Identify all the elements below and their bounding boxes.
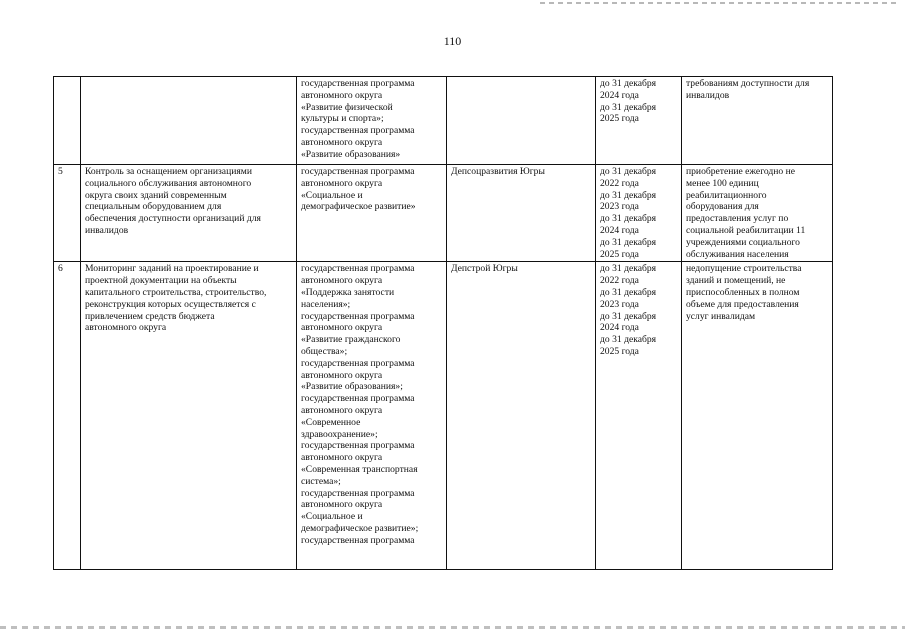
result-cell xyxy=(682,165,833,262)
text-line: реконструкция которых осуществляется с xyxy=(85,298,256,310)
text-line: автономного округа xyxy=(301,275,383,287)
text-line: инвалидов xyxy=(686,89,730,101)
text-line: населения»; xyxy=(301,298,351,310)
table-row xyxy=(54,262,833,570)
result-cell xyxy=(682,262,833,570)
text-line: 2023 года xyxy=(600,201,639,213)
executor-cell xyxy=(447,262,596,570)
cell-text: 6 xyxy=(58,263,63,275)
text-line: автономного округа xyxy=(301,499,383,511)
text-line: до 31 декабря xyxy=(600,101,657,113)
scan-artifact-top xyxy=(540,2,900,4)
text-line: автономного округа xyxy=(301,177,383,189)
text-line: зданий и помещений, не xyxy=(686,275,786,287)
text-line: предоставления услуг по xyxy=(686,213,789,225)
text-line: демографическое развитие»; xyxy=(301,522,419,534)
program-cell xyxy=(297,77,447,165)
row-number xyxy=(54,77,81,165)
text-line: автономного округа xyxy=(301,322,383,334)
text-line: до 31 декабря xyxy=(600,78,657,89)
cell-text: 5 xyxy=(58,166,63,177)
cell-text: Депсоцразвития Югры xyxy=(451,166,545,177)
text-line: государственная программа xyxy=(301,534,415,546)
text-line: до 31 декабря xyxy=(600,213,657,225)
text-line: государственная программа xyxy=(301,487,415,499)
text-line: менее 100 единиц xyxy=(686,177,759,189)
text-line: учреждениями социального xyxy=(686,236,800,248)
text-line: государственная программа xyxy=(301,310,415,322)
text-line: до 31 декабря xyxy=(600,166,657,177)
deadline-cell xyxy=(596,77,682,165)
row-number xyxy=(54,262,81,570)
text-line: 2022 года xyxy=(600,177,639,189)
text-line: автономного округа xyxy=(301,404,383,416)
text-line: 2024 года xyxy=(600,322,639,334)
measures-table xyxy=(53,76,833,570)
text-line: государственная программа xyxy=(301,440,415,452)
deadline-cell xyxy=(596,165,682,262)
text-line: инвалидов xyxy=(85,224,129,236)
text-line: «Развитие физической xyxy=(301,101,393,113)
text-line: автономного округа xyxy=(301,452,383,464)
text-line: государственная программа xyxy=(301,393,415,405)
text-line: до 31 декабря xyxy=(600,189,657,201)
text-line: до 31 декабря xyxy=(600,310,657,322)
text-line: до 31 декабря xyxy=(600,263,657,275)
text-line: приспособленных в полном xyxy=(686,286,800,298)
text-line: округа своих зданий современным xyxy=(85,189,227,201)
text-line: обеспечения доступности организаций для xyxy=(85,213,261,225)
text-line: демографическое развитие» xyxy=(301,201,416,213)
text-line: капитального строительства, строительство, xyxy=(85,286,267,298)
text-line: проектной документации на объекты xyxy=(85,275,237,287)
table-row xyxy=(54,165,833,262)
text-line: 2024 года xyxy=(600,224,639,236)
cell-text: Депстрой Югры xyxy=(451,263,518,275)
measure-cell xyxy=(81,77,297,165)
text-line: до 31 декабря xyxy=(600,236,657,248)
text-line: оборудования для xyxy=(686,201,759,213)
text-line: недопущение строительства xyxy=(686,263,802,275)
text-line: «Развитие образования» xyxy=(301,148,401,160)
text-line: культуры и спорта»; xyxy=(301,113,384,125)
text-line: 2025 года xyxy=(600,345,639,357)
text-line: Контроль за оснащением организациями xyxy=(85,166,252,177)
deadline-cell xyxy=(596,262,682,570)
text-line: 2024 года xyxy=(600,89,639,101)
measure-cell xyxy=(81,262,297,570)
executor-cell xyxy=(447,165,596,262)
text-line: социального обслуживания автономного xyxy=(85,177,252,189)
text-line: 2025 года xyxy=(600,248,639,260)
text-line: реабилитационного xyxy=(686,189,767,201)
text-line: «Развитие гражданского xyxy=(301,334,401,346)
text-line: 2025 года xyxy=(600,113,639,125)
text-line: до 31 декабря xyxy=(600,286,657,298)
page-number: 110 xyxy=(443,34,462,48)
text-line: «Развитие образования»; xyxy=(301,381,403,393)
text-line: государственная программа xyxy=(301,125,415,137)
text-line: социальной реабилитации 11 xyxy=(686,224,806,236)
text-line: «Современное xyxy=(301,416,361,428)
text-line: привлечением средств бюджета xyxy=(85,310,215,322)
program-cell xyxy=(297,262,447,570)
row-number xyxy=(54,165,81,262)
text-line: приобретение ежегодно не xyxy=(686,166,796,177)
text-line: объеме для предоставления xyxy=(686,298,799,310)
text-line: автономного округа xyxy=(85,322,167,334)
text-line: государственная программа xyxy=(301,166,415,177)
text-line: государственная программа xyxy=(301,78,415,89)
text-line: государственная программа xyxy=(301,263,415,275)
executor-cell xyxy=(447,77,596,165)
scan-artifact-bottom xyxy=(0,626,905,629)
program-cell xyxy=(297,165,447,262)
text-line: до 31 декабря xyxy=(600,334,657,346)
text-line: автономного округа xyxy=(301,369,383,381)
text-line: услуг инвалидам xyxy=(686,310,756,322)
text-line: здравоохранение»; xyxy=(301,428,378,440)
text-line: «Социальное и xyxy=(301,189,363,201)
text-line: общества»; xyxy=(301,345,348,357)
text-line: 2022 года xyxy=(600,275,639,287)
text-line: требованиям доступности для xyxy=(686,78,810,89)
text-line: автономного округа xyxy=(301,89,383,101)
text-line: «Социальное и xyxy=(301,511,363,523)
text-line: «Современная транспортная xyxy=(301,463,418,475)
text-line: Мониторинг заданий на проектирование и xyxy=(85,263,259,275)
result-cell xyxy=(682,77,833,165)
measure-cell xyxy=(81,165,297,262)
text-line: система»; xyxy=(301,475,341,487)
text-line: автономного округа xyxy=(301,136,383,148)
table-row xyxy=(54,77,833,165)
text-line: специальным оборудованием для xyxy=(85,201,222,213)
text-line: 2023 года xyxy=(600,298,639,310)
text-line: обслуживания населения xyxy=(686,248,789,260)
text-line: «Поддержка занятости xyxy=(301,286,395,298)
text-line: государственная программа xyxy=(301,357,415,369)
